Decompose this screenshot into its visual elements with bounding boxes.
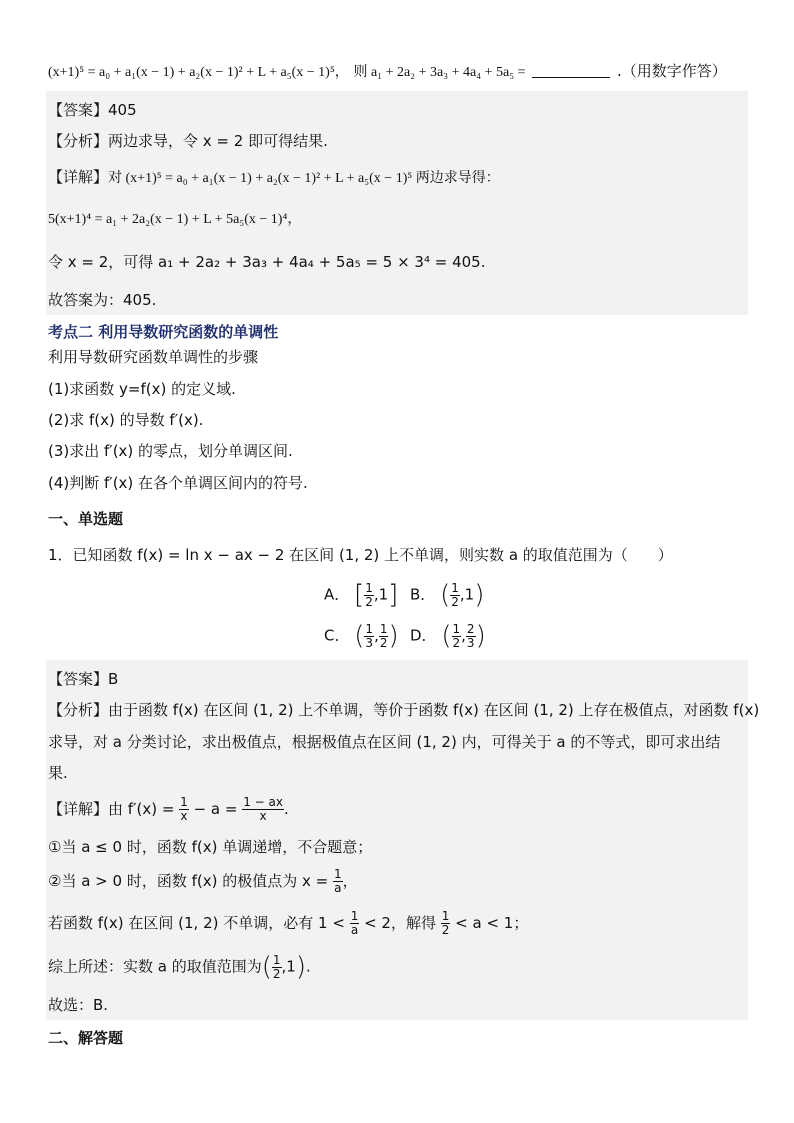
summary-frac	[272, 954, 282, 981]
part2-title: 二、解答题	[48, 1029, 124, 1047]
step-4: (4)判断 f′(x) 在各个单调区间内的符号.	[48, 474, 308, 492]
option-d-right: )	[475, 621, 486, 651]
option-a-rest: ,1	[373, 585, 389, 604]
option-d	[410, 621, 486, 651]
detail-frac-b-den: x	[259, 809, 267, 823]
prev-detail	[48, 166, 500, 187]
option-c-frac1	[364, 623, 374, 650]
condition-end: < a < 1；	[450, 914, 529, 932]
detail-frac-b-num: 1 − ax	[243, 795, 283, 809]
option-b-num: 1	[451, 580, 459, 595]
option-c-num2: 1	[379, 621, 388, 636]
option-c-num1: 1	[365, 621, 374, 636]
detail-frac-a	[179, 796, 189, 823]
option-c-right: )	[388, 621, 399, 651]
detail-intro: 对 (x+1)⁵ = a₀ + a₁(x − 1) + a₂(x − 1)² + L + a₅(x − 1)⁵ 两边求导得：	[108, 171, 500, 186]
summary	[48, 952, 311, 982]
option-d-den2: 3	[466, 635, 475, 650]
analysis-label: 【分析】	[48, 701, 109, 719]
part1-title: 一、单选题	[48, 510, 124, 528]
prev-derivative: 5(x+1)⁴ = a₁ + 2a₂(x − 1) + L + 5a₅(x − 1)⁴，	[48, 212, 302, 227]
answer-label: 【答案】	[48, 101, 109, 119]
detail-frac-a-den: x	[180, 809, 188, 823]
detail-frac-a-num: 1	[180, 795, 188, 809]
option-b-rest: ,1	[459, 585, 475, 604]
option-b-den: 2	[451, 594, 459, 609]
analysis-label: 【分析】	[48, 132, 109, 150]
condition-pre: 若函数 f(x) 在区间 (1, 2) 不单调，必有 1 <	[48, 914, 350, 932]
detail-pre: 由 f′(x) =	[108, 800, 180, 818]
case-2-pre: ②当 a > 0 时，函数 f(x) 的极值点为 x =	[48, 872, 333, 890]
detail-end: .	[283, 800, 289, 818]
case-2-frac	[333, 868, 343, 895]
prev-question-math: (x+1)⁵ = a₀ + a₁(x − 1) + a₂(x − 1)² + L + a₅(x − 1)⁵，	[48, 65, 349, 80]
solution1-analysis-1	[48, 699, 759, 720]
solution1-choice: 故选：B.	[48, 996, 109, 1014]
option-d-rest: ,	[461, 626, 466, 645]
section-intro: 利用导数研究函数单调性的步骤	[48, 348, 259, 366]
option-a-left: [	[354, 580, 365, 610]
option-a-label: A．	[324, 585, 350, 604]
detail-frac-b	[242, 796, 284, 823]
condition-num2: 1	[441, 909, 450, 923]
option-c-den2: 2	[379, 635, 388, 650]
option-b-label: B．	[410, 585, 436, 604]
step-2: (2)求 f(x) 的导数 f′(x).	[48, 411, 204, 429]
analysis-text-1: 由于函数 f(x) 在区间 (1, 2) 上不单调，等价于函数 f(x) 在区间 (1, 2) 上存在极值点，对函数 f(x)	[108, 701, 760, 719]
condition-frac2	[441, 910, 451, 937]
condition	[48, 910, 528, 937]
option-a	[324, 580, 398, 610]
answer-value: 405	[108, 101, 137, 119]
option-b-left: (	[440, 580, 451, 610]
question1-stem: 1．已知函数 f(x) = ln x − ax − 2 在区间 (1, 2) 上不单调，则实数 a 的取值范围为（ ）	[48, 546, 673, 564]
option-c-label: C．	[324, 626, 350, 645]
case-2	[48, 868, 358, 895]
option-d-num1: 1	[452, 621, 461, 636]
summary-den: 2	[272, 966, 281, 981]
option-b-frac	[450, 582, 460, 609]
condition-mid: < 2，解得	[359, 914, 441, 932]
answer-label: 【答案】	[48, 670, 109, 688]
option-a-frac	[364, 582, 374, 609]
summary-right-paren: )	[295, 952, 306, 982]
option-c-den1: 3	[365, 635, 374, 650]
prev-analysis	[48, 130, 328, 151]
answer-blank	[532, 63, 610, 78]
prev-answer	[48, 99, 137, 120]
option-d-left: (	[441, 621, 452, 651]
summary-rest: ,1	[281, 957, 296, 976]
section-title: 考点二 利用导数研究函数的单调性	[48, 323, 279, 341]
option-d-den1: 2	[452, 635, 461, 650]
summary-left-paren: (	[261, 952, 272, 982]
detail-label: 【详解】	[48, 168, 109, 186]
summary-pre: 综上所述：实数 a 的取值范围为	[48, 957, 262, 976]
step-1: (1)求函数 y=f(x) 的定义域.	[48, 380, 236, 398]
summary-end: .	[306, 957, 311, 976]
case-2-num: 1	[333, 867, 342, 881]
condition-frac	[350, 910, 360, 937]
option-c-left: (	[354, 621, 365, 651]
prev-question-ask: 则 a₁ + 2a₂ + 3a₃ + 4a₄ + 5a₅ =	[353, 65, 526, 80]
prev-solution-block	[46, 91, 748, 315]
option-a-right: ]	[388, 580, 399, 610]
option-b-right: )	[474, 580, 485, 610]
prev-conclusion: 故答案为：405.	[48, 291, 157, 309]
option-d-frac2	[466, 623, 476, 650]
solution1-detail	[48, 796, 289, 823]
solution1-analysis-3: 果.	[48, 764, 68, 782]
option-c	[324, 621, 399, 651]
option-b	[410, 580, 484, 610]
option-d-frac1	[452, 623, 462, 650]
prev-question	[48, 60, 727, 81]
case-1: ①当 a ≤ 0 时，函数 f(x) 单调递增，不合题意；	[48, 838, 373, 856]
analysis-text: 两边求导，令 x = 2 即可得结果.	[108, 132, 328, 150]
condition-den: a	[350, 923, 359, 937]
prev-substitute: 令 x = 2，可得 a₁ + 2a₂ + 3a₃ + 4a₄ + 5a₅ = 5 × 3⁴ = 405.	[48, 253, 486, 271]
prev-question-tail: .（用数字作答）	[617, 62, 727, 80]
detail-mid: − a =	[188, 800, 243, 818]
answer-value: B	[108, 670, 119, 688]
detail-label: 【详解】	[48, 800, 109, 818]
step-3: (3)求出 f′(x) 的零点，划分单调区间.	[48, 442, 293, 460]
option-c-rest: ,	[374, 626, 379, 645]
option-d-label: D．	[410, 626, 437, 645]
solution1-analysis-2: 求导，对 a 分类讨论，求出极值点，根据极值点在区间 (1, 2) 内，可得关于 a 的不等式，即可求出结	[48, 733, 721, 751]
option-d-num2: 2	[466, 621, 475, 636]
solution1-answer	[48, 668, 118, 689]
case-2-end: ，	[342, 872, 358, 890]
summary-num: 1	[272, 952, 281, 967]
option-a-den: 2	[365, 594, 373, 609]
option-a-num: 1	[365, 580, 373, 595]
condition-num: 1	[350, 909, 359, 923]
case-2-den: a	[334, 881, 342, 895]
condition-den2: 2	[441, 923, 450, 937]
